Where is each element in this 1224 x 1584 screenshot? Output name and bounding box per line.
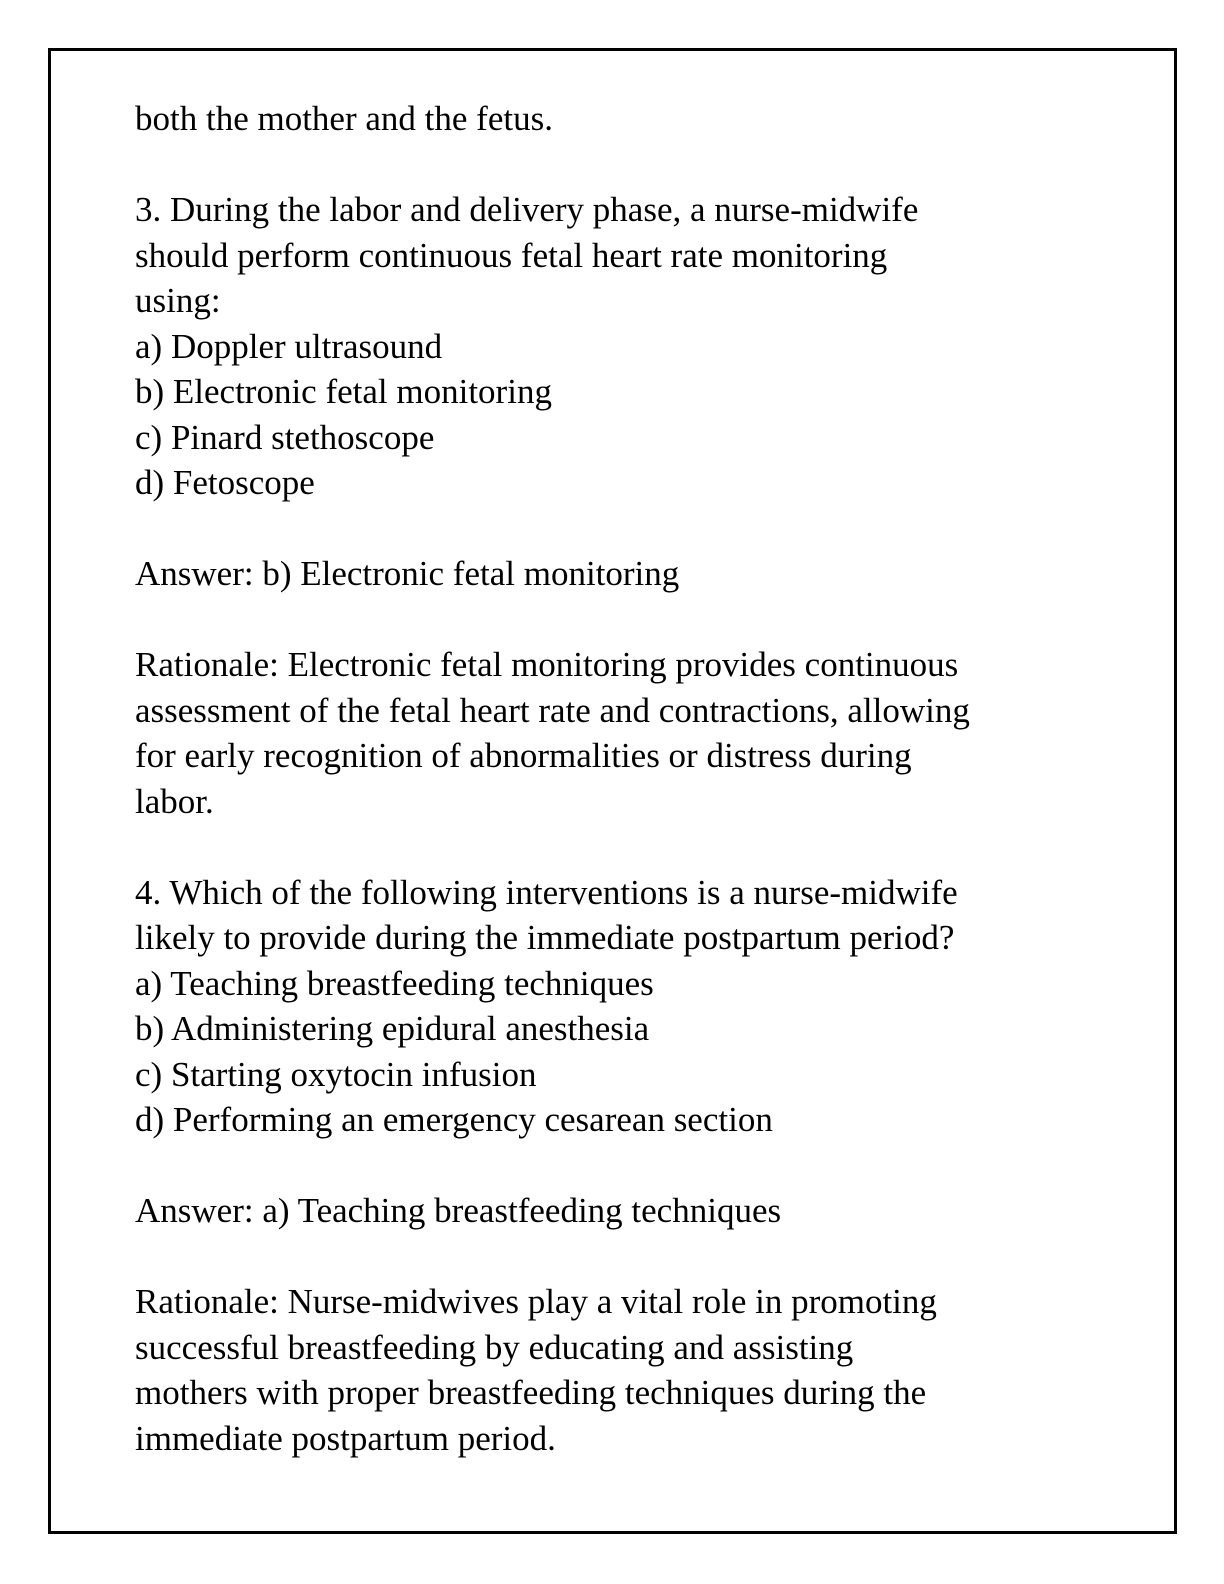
rationale-3-line: for early recognition of abnormalities or distress during — [135, 736, 912, 775]
document-page — [48, 48, 1177, 1534]
rationale-4-line: mothers with proper breastfeeding techniques during the — [135, 1373, 927, 1412]
question-4-option-d: d) Performing an emergency cesarean section — [135, 1100, 773, 1139]
answer-3-line: Answer: b) Electronic fetal monitoring — [135, 554, 680, 593]
question-4-option-c: c) Starting oxytocin infusion — [135, 1054, 537, 1094]
question-4-stem-line: 4. Which of the following interventions is a nurse-midwife — [135, 872, 958, 912]
question-3-option-a: a) Doppler ultrasound — [135, 326, 443, 366]
rationale-3-line: labor. — [135, 781, 214, 821]
text-line: both the mother and the fetus. — [135, 99, 553, 138]
rationale-4-line: successful breastfeeding by educating and assisting — [135, 1327, 854, 1367]
paragraph-answer-3 — [135, 551, 1134, 597]
paragraph-intro-fragment — [135, 96, 1134, 142]
question-3-option-c: c) Pinard stethoscope — [135, 417, 435, 457]
question-4-option-b: b) Administering epidural anesthesia — [135, 1009, 650, 1048]
question-3-stem-line: 3. During the labor and delivery phase, a nurse-midwife — [135, 190, 919, 229]
paragraph-rationale-3 — [135, 642, 1134, 824]
paragraph-question-3 — [135, 187, 1134, 506]
rationale-4-line: immediate postpartum period. — [135, 1418, 556, 1458]
question-3-option-b: b) Electronic fetal monitoring — [135, 372, 552, 411]
question-3-stem-line: should perform continuous fetal heart rate monitoring — [135, 235, 888, 275]
rationale-3-line: assessment of the fetal heart rate and contractions, allowing — [135, 690, 970, 730]
paragraph-answer-4 — [135, 1188, 1134, 1234]
question-3-stem-line: using: — [135, 281, 221, 320]
question-4-option-a: a) Teaching breastfeeding techniques — [135, 963, 654, 1003]
question-4-stem-line: likely to provide during the immediate postpartum period? — [135, 918, 955, 957]
rationale-3-line: Rationale: Electronic fetal monitoring provides continuous — [135, 645, 959, 684]
paragraph-rationale-4 — [135, 1279, 1134, 1461]
rationale-4-line: Rationale: Nurse-midwives play a vital role in promoting — [135, 1282, 937, 1321]
paragraph-question-4 — [135, 870, 1134, 1143]
answer-4-line: Answer: a) Teaching breastfeeding techniques — [135, 1191, 782, 1230]
question-3-option-d: d) Fetoscope — [135, 463, 315, 502]
